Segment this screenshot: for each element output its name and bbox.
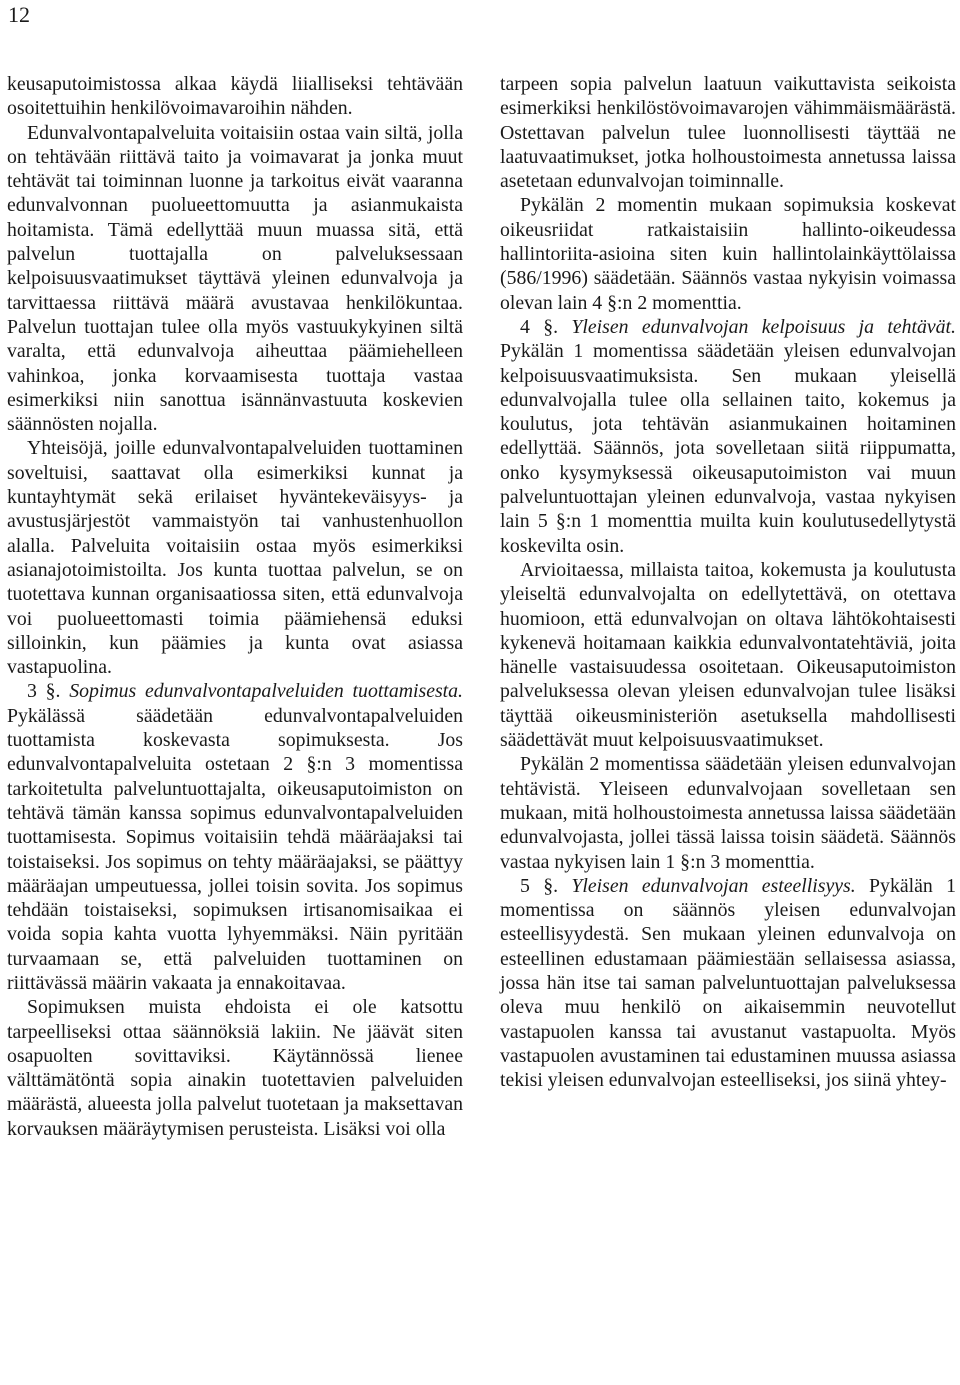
section-text: Pykälän 1 momentissa säädetään yleisen edunvalvojan kelpoisuusvaatimuksista. Sen mukaan yleisellä edunvalvojalla tulee olla sellainen taito, kokemus ja koulutus, jota tehtävän asianmukainen hoitaminen edellyttää. Säännös, jota sovelletaan siitä riippumatta, onko kysymyksessä oikeusaputoimiston vai muun palveluntuottajan yleinen edunvalvoja, vastaa nykyisen lain 5 §:n 1 momenttia muilta kuin koulutusedellytystä koskevilta osin.: [500, 340, 956, 557]
paragraph: Sopimuksen muista ehdoista ei ole katsottu tarpeelliseksi ottaa säännöksiä lakiin. Ne jäävät siten osapuolten sovittaviksi. Käytännössä lienee välttämätöntä sopia ainakin tuotettavien palveluiden määrästä, alueesta jolla palvelut tuotetaan ja maksettavan korvauksen määräytymisen perusteista. Lisäksi voi olla: [7, 996, 463, 1140]
paragraph: Pykälän 2 momentin mukaan sopimuksia koskevat oikeusriidat ratkaistaisiin hallinto-oikeudessa hallintoriita-asioina siten kuin hallintolainkäyttölaissa (586/1996) säädetään. Säännös vastaa nykyisin voimassa olevan lain 4 §:n 2 momenttia.: [500, 194, 956, 314]
section-paragraph: [500, 315, 956, 558]
section-number: 3 §.: [27, 680, 61, 703]
section-number: 4 §.: [520, 315, 559, 338]
section-number: 5 §.: [520, 874, 559, 897]
paragraph: Pykälän 2 momentissa säädetään yleisen edunvalvojan tehtävistä. Yleiseen edunvalvojaan sovelletaan sen mukaan, mitä holhoustoimesta annetussa laissa säädetään edunvalvojasta, jollei tässä laissa toisin säädetä. Säännös vastaa nykyisen lain 1 §:n 3 momenttia.: [500, 753, 956, 873]
paragraph: Yhteisöjä, joille edunvalvontapalveluiden tuottaminen soveltuisi, saattavat olla esimerkiksi kunnat ja kuntayhtymät sekä erilaiset hyväntekeväisyys- ja avustusjärjestöt vammaistyön tai vanhustenhuollon alalla. Palveluita voitaisiin ostaa myös esimerkiksi asianajotoimistoilta. Jos kunta tuottaa palvelun, se on tuotettava kunnan organisaatiossa siten, että edunvalvoja voi puolueettomasti toimia päämiehensä eduksi silloinkin, kun päämies ja kunta ovat asiassa vastapuolina.: [7, 437, 463, 679]
section-title: Yleisen edunvalvojan kelpoisuus ja tehtävät.: [571, 315, 956, 338]
right-column: [500, 72, 956, 1092]
section-paragraph: [500, 874, 956, 1093]
paragraph: tarpeen sopia palvelun laatuun vaikuttavista seikoista esimerkiksi henkilöstövoimavarojen vähimmäismäärästä. Ostettavan palvelun tulee luonnollisesti täyttää ne laatuvaatimukset, jotka holhoustoimesta annetussa laissa asetetaan edunvalvojan toiminnalle.: [500, 73, 956, 193]
section-title: Yleisen edunvalvojan esteellisyys.: [571, 874, 856, 897]
section-title: Sopimus edunvalvontapalveluiden tuottamisesta.: [69, 680, 464, 703]
section-paragraph: [7, 679, 463, 995]
page-number: 12: [8, 2, 30, 27]
left-column: [7, 72, 463, 1141]
paragraph: Edunvalvontapalveluita voitaisiin ostaa vain siltä, jolla on tehtävään riittävä taito ja voimavarat ja jonka muut tehtävät tai toiminnan luonne ja tarkoitus eivät vaaranna edunvalvonnan puolueettomuutta ja asianmukaista hoitamista. Tämä edellyttää muun muassa sitä, että palvelun tuottajalla on palveluksessaan kelpoisuusvaatimukset täyttävä yleinen edunvalvoja ja tarvittaessa riittävä määrä avustavaa henkilökuntaa. Palvelun tuottajan tulee olla myös vastuukykyinen siltä varalta, että edunvalvoja aiheuttaa päämiehelleen vahinkoa, jonka korvaamisesta tuottaja vastaa esimerkiksi niin sanottua isännänvastuuta koskevien säännösten nojalla.: [7, 121, 463, 436]
paragraph: keusaputoimistossa alkaa käydä liialliseksi tehtävään osoitettuihin henkilövoimavaroihin nähden.: [7, 73, 463, 120]
section-text: Pykälässä säädetään edunvalvontapalveluiden tuottamista koskevasta sopimuksesta. Jos edunvalvontapalveluita ostetaan 2 §:n 3 momentissa tarkoitetulta palveluntuottajalta, oikeusaputoimiston on tehtävä tämän kanssa sopimus edunvalvontapalveluiden tuottamisesta. Sopimus voitaisiin tehdä määräajaksi tai toistaiseksi. Jos sopimus on tehty määräajaksi, se päättyy määräajan umpeutuessa, jollei toisin sovita. Jos sopimus tehdään toistaiseksi, sopimuksen irtisanomisaikaa ei voida sopia kahta vuotta lyhyemmäksi. Näin pyritään turvaamaan se, että palveluiden tuottaminen on riittävässä määrin vakaata ja ennakoitavaa.: [7, 704, 463, 994]
paragraph: Arvioitaessa, millaista taitoa, kokemusta ja koulutusta yleiseltä edunvalvojalta on edellytettävä, on otettava huomioon, että edunvalvojan on oltava lähtökohtaisesti kykenevä hoitamaan kaikkia edunvalvontatehtäviä, joita hänelle vastaisuudessa osoitetaan. Oikeusaputoimiston palveluksessa olevan yleisen edunvalvojan tulee lisäksi täyttää oikeusministeriön asetuksella mahdollisesti säädettävät muut kelpoisuusvaatimukset.: [500, 558, 956, 752]
section-text: Pykälän 1 momentissa on säännös yleisen edunvalvojan esteellisyydestä. Sen mukaan yleinen edunvalvoja on esteellinen edustamaan päämiestään sellaisessa asiassa, jossa hän itse tai saman palveluntuottajan palveluksessa oleva muu henkilö on aikaisemmin neuvotellut vastapuolen kanssa tai avustanut vastapuolta. Myös vastapuolen avustaminen tai edustaminen muussa asiassa tekisi yleisen edunvalvojan esteelliseksi, jos siinä yhtey-: [500, 874, 956, 1092]
